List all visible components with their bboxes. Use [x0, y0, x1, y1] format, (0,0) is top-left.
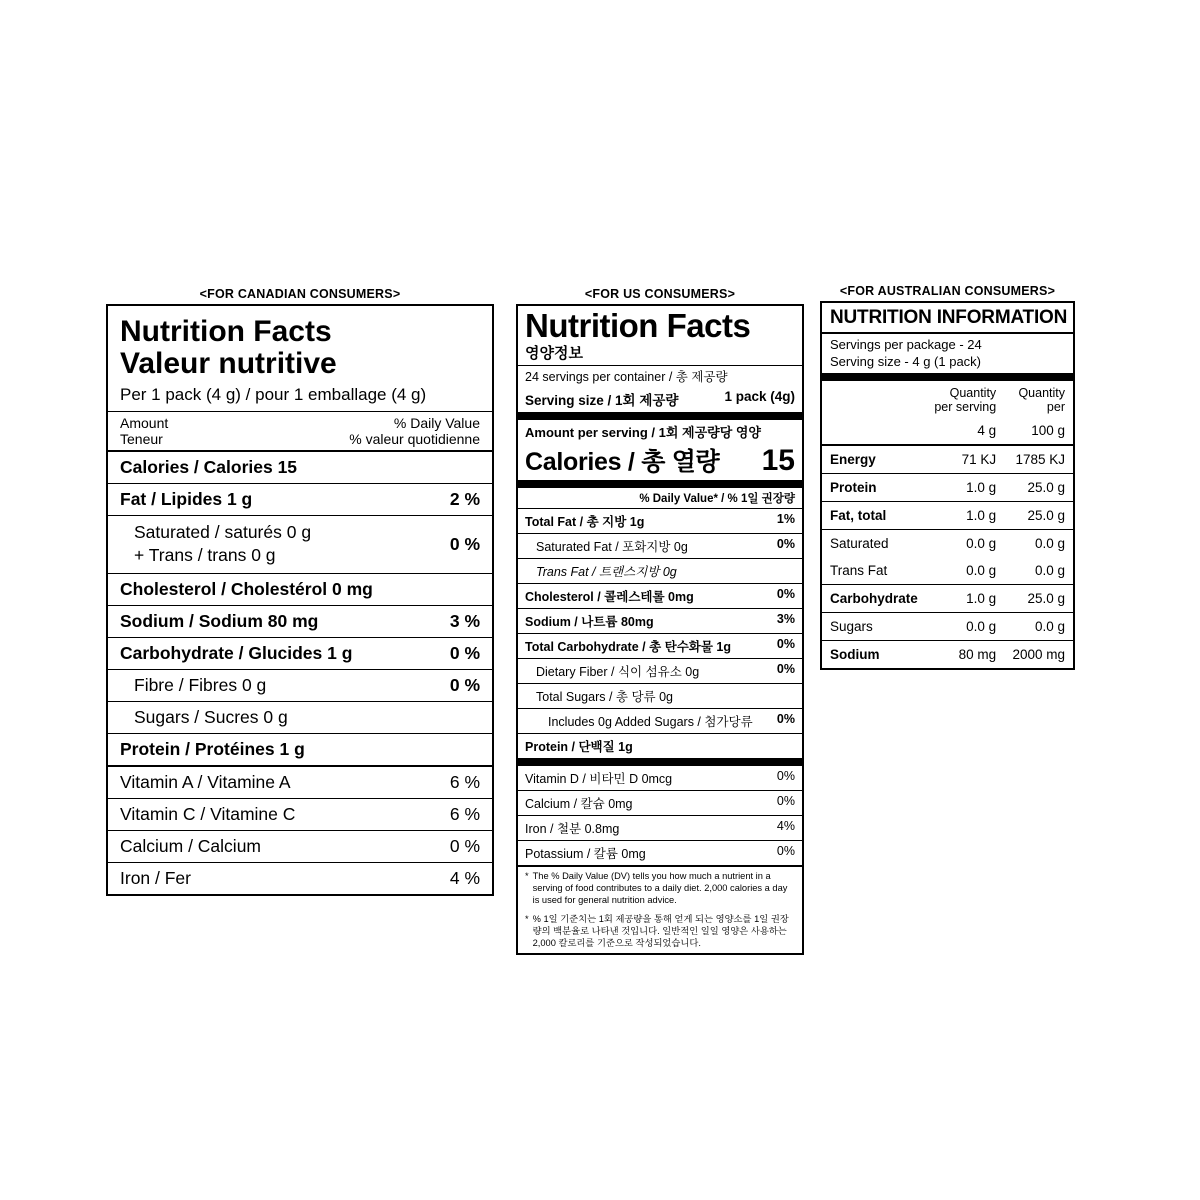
us-row-value: 0% — [776, 794, 795, 809]
us-servings-per-container: 24 servings per container / 총 제공량 — [525, 370, 728, 385]
canadian-row-saturated-trans — [108, 516, 492, 574]
australian-row-value-1: 1.0 g — [927, 474, 1000, 502]
australian-row-protein — [822, 474, 1073, 502]
australian-title: NUTRITION INFORMATION — [822, 303, 1073, 334]
canadian-row-carbohydrate — [108, 638, 492, 670]
australian-row-label: Sugars — [822, 613, 927, 641]
us-row-cholesterol — [518, 584, 802, 609]
us-row-iron — [518, 816, 802, 841]
us-row-label: Dietary Fiber / 식이 섬유소 0g — [536, 665, 700, 680]
us-row-value: 1% — [776, 512, 795, 527]
australian-row-trans-fat — [822, 557, 1073, 585]
australian-col-unit-1: 4 g — [927, 417, 1000, 445]
canadian-row-label: Vitamin A / Vitamine A — [120, 772, 291, 793]
us-row-label: Total Fat / 총 지방 1g — [525, 515, 645, 530]
canadian-row-label: Iron / Fer — [120, 868, 191, 889]
australian-row-carbohydrate — [822, 585, 1073, 613]
us-row-label: Sodium / 나트륨 80mg — [525, 615, 654, 630]
us-row-value: 0% — [776, 844, 795, 859]
australian-nutrition-information-box — [820, 301, 1075, 670]
us-nutrition-panel — [516, 287, 804, 955]
australian-row-energy — [822, 445, 1073, 474]
us-row-value: 0% — [776, 637, 795, 652]
us-footnote-star-kr: * — [525, 914, 529, 924]
us-title: Nutrition Facts — [525, 307, 751, 344]
us-row-value: 0% — [776, 712, 795, 727]
us-row-value: 0% — [776, 537, 795, 552]
canadian-row-vitamin-a — [108, 767, 492, 799]
australian-row-saturated — [822, 530, 1073, 558]
australian-servings-per-package: Servings per package - 24 — [830, 337, 982, 352]
us-row-label: Vitamin D / 비타민 D 0mcg — [525, 772, 673, 787]
us-title-korean: 영양정보 — [518, 342, 802, 366]
us-row-value: 3% — [776, 612, 795, 627]
canadian-panel-header: <FOR CANADIAN CONSUMERS> — [199, 287, 401, 301]
canadian-row-calories — [108, 452, 492, 484]
australian-nutrition-table — [822, 381, 1073, 668]
canadian-row-value: 0 % — [449, 836, 480, 857]
canadian-row-fibre — [108, 670, 492, 702]
australian-row-label: Sodium — [830, 647, 880, 662]
canadian-row-fat — [108, 484, 492, 516]
australian-row-value-2: 0.0 g — [1034, 536, 1065, 551]
australian-row-fat-total — [822, 502, 1073, 530]
us-calories-row — [518, 442, 802, 488]
australian-row-value-1: 1.0 g — [927, 502, 1000, 530]
canadian-title-fr: Valeur nutritive — [120, 347, 337, 381]
canadian-amount-header-row-fr — [108, 431, 492, 452]
us-row-label: Potassium / 칼륨 0mg — [525, 847, 646, 862]
canadian-row-label-2: + Trans / trans 0 g — [134, 545, 276, 566]
australian-col-header-1: Quantity per serving — [934, 386, 997, 414]
us-daily-value-header: % Daily Value* / % 1일 권장량 — [518, 488, 802, 509]
us-row-sodium — [518, 609, 802, 634]
us-row-value: 0% — [776, 587, 795, 602]
us-row-total-fat — [518, 509, 802, 534]
australian-row-value-1: 0.0 g — [927, 557, 1000, 585]
us-row-added-sugars — [518, 709, 802, 734]
canadian-nutrition-panel — [106, 287, 494, 896]
canadian-row-label: Calories / Calories 15 — [120, 456, 298, 477]
australian-row-value-2: 0.0 g — [1000, 613, 1073, 641]
canadian-row-sugars — [108, 702, 492, 734]
australian-row-value-1: 80 mg — [958, 647, 997, 662]
us-serving-size-value: 1 pack (4g) — [724, 389, 795, 405]
us-panel-header: <FOR US CONSUMERS> — [584, 287, 736, 301]
canadian-row-label: Cholesterol / Cholestérol 0 mg — [120, 579, 373, 600]
canadian-row-sodium — [108, 606, 492, 638]
canadian-row-label: Calcium / Calcium — [120, 836, 261, 857]
us-nutrition-facts-box — [516, 304, 804, 955]
us-row-total-sugars — [518, 684, 802, 709]
us-row-label: Total Carbohydrate / 총 탄수화물 1g — [525, 640, 731, 655]
us-serving-size-label: Serving size / 1회 제공량 — [525, 393, 679, 409]
us-row-label: Cholesterol / 콜레스테롤 0mg — [525, 590, 694, 605]
canadian-row-value: 6 % — [449, 772, 480, 793]
canadian-title-en: Nutrition Facts — [120, 315, 332, 348]
canadian-row-label: Fibre / Fibres 0 g — [134, 675, 267, 696]
canadian-row-label: Saturated / saturés 0 g — [134, 521, 312, 542]
us-footnote-text-en: The % Daily Value (DV) tells you how much a nutrient in a serving of food contributes to a daily diet. 2,000 calories a day is used for general nutrition advice. — [532, 871, 788, 906]
us-row-saturated-fat — [518, 534, 802, 559]
us-calories-value: 15 — [761, 444, 795, 478]
australian-unit-spacer — [822, 417, 927, 445]
us-row-label: Calcium / 칼슘 0mg — [525, 797, 633, 812]
australian-table-header-row — [822, 381, 1073, 417]
australian-col-header-2: Quantity per — [1018, 386, 1065, 414]
australian-row-value-1: 0.0 g — [966, 536, 997, 551]
australian-panel-header: <FOR AUSTRALIAN CONSUMERS> — [839, 284, 1056, 298]
canadian-row-label-group — [134, 521, 311, 568]
australian-table-unit-row — [822, 417, 1073, 445]
canadian-row-value: 4 % — [449, 868, 480, 889]
canadian-row-value: 2 % — [449, 488, 480, 509]
australian-row-label: Trans Fat — [822, 557, 927, 585]
australian-header-spacer — [822, 381, 927, 417]
us-calories-label: Calories / 총 열량 — [525, 448, 720, 477]
canadian-row-iron — [108, 863, 492, 894]
us-row-value: 0% — [776, 662, 795, 677]
us-row-trans-fat — [518, 559, 802, 584]
canadian-dv-label-en: % Daily Value — [393, 414, 480, 431]
australian-row-value-2: 25.0 g — [1000, 585, 1073, 613]
australian-row-label: Protein — [822, 474, 927, 502]
us-row-vitamin-d — [518, 766, 802, 791]
canadian-amount-label-fr: Teneur — [120, 430, 163, 447]
canadian-row-label: Sodium / Sodium 80 mg — [120, 611, 319, 632]
us-footnote-english — [518, 867, 802, 910]
australian-col-unit-2: 100 g — [1000, 417, 1073, 445]
us-row-dietary-fiber — [518, 659, 802, 684]
us-row-label: Protein / 단백질 1g — [525, 740, 633, 755]
canadian-row-cholesterol — [108, 574, 492, 606]
us-row-label: Saturated Fat / 포화지방 0g — [536, 540, 688, 555]
us-row-value: 4% — [776, 819, 795, 834]
canadian-nutrition-facts-box — [106, 304, 494, 896]
us-row-label: Trans Fat / 트랜스지방 0g — [536, 565, 677, 580]
canadian-row-value: 6 % — [449, 804, 480, 825]
canadian-serving-size: Per 1 pack (4 g) / pour 1 emballage (4 g) — [108, 383, 492, 412]
canadian-row-label: Sugars / Sucres 0 g — [134, 707, 288, 728]
australian-serving-size: Serving size - 4 g (1 pack) — [822, 353, 1073, 381]
australian-row-value-2: 25.0 g — [1000, 502, 1073, 530]
canadian-row-value: 0 % — [449, 533, 480, 554]
canadian-row-value: 3 % — [449, 611, 480, 632]
canadian-dv-label-fr: % valeur quotidienne — [349, 430, 480, 447]
canadian-row-label: Fat / Lipides 1 g — [120, 488, 253, 509]
us-footnote-star-en: * — [525, 871, 529, 882]
australian-row-label: Carbohydrate — [822, 585, 927, 613]
canadian-row-label: Carbohydrate / Glucides 1 g — [120, 643, 353, 664]
canadian-row-calcium — [108, 831, 492, 863]
us-row-protein — [518, 734, 802, 766]
us-row-total-carbohydrate — [518, 634, 802, 659]
us-row-potassium — [518, 841, 802, 867]
australian-row-value-1: 1.0 g — [927, 585, 1000, 613]
us-footnote-korean — [518, 910, 802, 953]
canadian-row-value: 0 % — [449, 643, 480, 664]
canadian-row-label: Vitamin C / Vitamine C — [120, 804, 296, 825]
australian-row-value-2: 2000 mg — [1012, 647, 1065, 662]
canadian-row-value: 0 % — [449, 675, 480, 696]
canadian-row-label: Protein / Protéines 1 g — [120, 739, 305, 760]
australian-row-value-1: 71 KJ — [927, 445, 1000, 474]
us-row-label: Total Sugars / 총 당류 0g — [536, 690, 673, 705]
us-row-label: Includes 0g Added Sugars / 첨가당류 — [548, 715, 753, 730]
australian-row-label: Fat, total — [822, 502, 927, 530]
us-serving-size-row — [518, 387, 802, 420]
australian-row-value-1: 0.0 g — [927, 613, 1000, 641]
australian-row-value-2: 0.0 g — [1000, 557, 1073, 585]
us-amount-per-serving: Amount per serving / 1회 제공량당 영양 — [525, 425, 761, 441]
us-row-calcium — [518, 791, 802, 816]
australian-row-value-2: 1785 KJ — [1000, 445, 1073, 474]
australian-row-label: Saturated — [830, 536, 889, 551]
canadian-row-vitamin-c — [108, 799, 492, 831]
canadian-amount-header-row-en — [108, 412, 492, 431]
australian-row-sodium — [822, 641, 1073, 669]
us-row-label: Iron / 철분 0.8mg — [525, 822, 620, 837]
australian-nutrition-panel — [820, 284, 1075, 670]
canadian-row-protein — [108, 734, 492, 767]
us-footnote-text-kr: % 1일 기준치는 1회 제공량을 통해 얻게 되는 영양소를 1일 권장량의 백분율로 나타낸 것입니다. 일반적인 일일 영양은 사용하는 2,000 칼로리를 기준으로 작성되었습니다. — [532, 914, 789, 948]
australian-row-value-2: 25.0 g — [1000, 474, 1073, 502]
canadian-amount-label-en: Amount — [120, 414, 169, 431]
us-row-value: 0% — [776, 769, 795, 784]
australian-row-sugars — [822, 613, 1073, 641]
australian-row-label: Energy — [822, 445, 927, 474]
